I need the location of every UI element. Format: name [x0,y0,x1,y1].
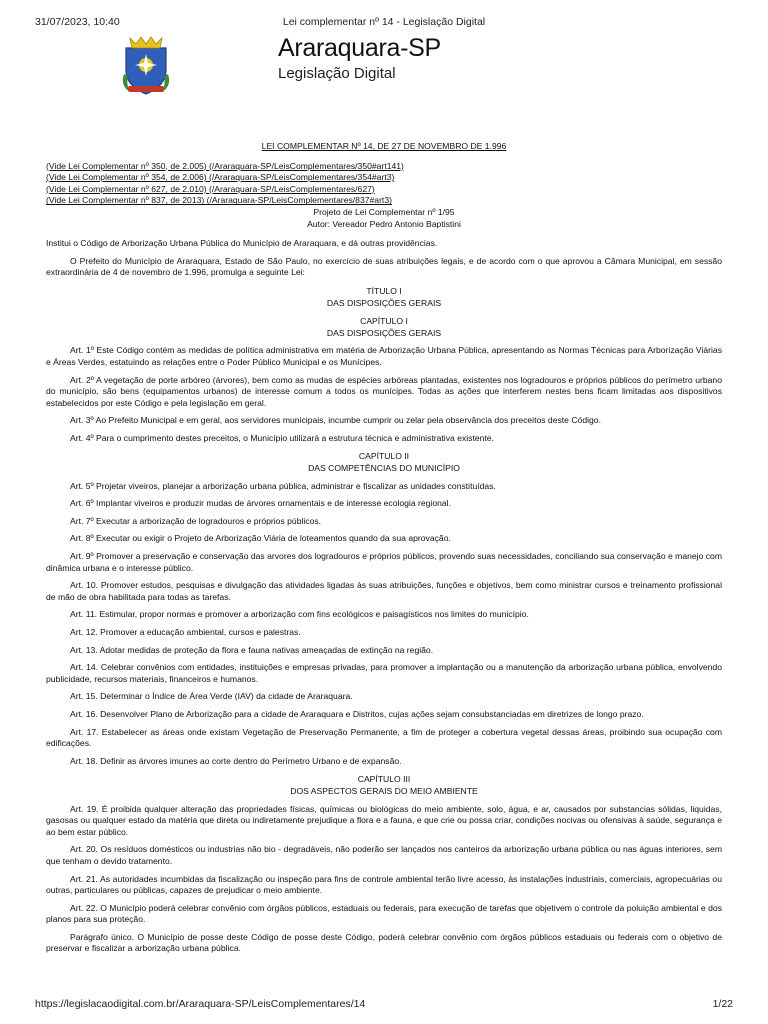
article: Art. 6º Implantar viveiros e produzir mudas de árvores ornamentais e de interesse ecologia regional. [70,498,451,509]
article: Art. 2º A vegetação de porte arbóreo (árvores), bem como as mudas de espécies arbóreas plantadas, existentes nos logradouros e próprios públicos do perímetro urbano do município, são bens (equipamentos urbanos) de interesse comum a todos os munícipes. Todas as ações que interferem nestes bens ficam limitadas aos dispositivos estabelecidos por este Código e pela legislação em geral. [46,374,722,408]
article: Art. 22. O Município poderá celebrar convênio com órgãos públicos, estaduais ou federais, para execução de tarefas que objetivem o controle da poluição ambiental e dos planos para sua proteção. [46,902,722,925]
chapter-heading: CAPÍTULO II [358,451,410,462]
site-header [120,34,680,104]
print-header [35,16,733,30]
project-author: Autor: Vereador Pedro Antonio Baptistini [307,218,461,229]
chapter-heading: CAPÍTULO III [357,774,411,785]
article: Art. 19. É proibida qualquer alteração das propriedades físicas, químicas ou biológicas do meio ambiente, solo, água, e ar, causados por substancias sólidas, liquidas, gasosas ou qualquer estado da matéria que direta ou indiretamente prejudique a flora e a fauna, e que crie ou possa criar, condições nocivas ou ofensivas à saúde, segurança e ao bem estar público. [46,803,722,837]
article: Art. 8º Executar ou exigir o Projeto de Arborização Viária de loteamentos quando da sua aprovação. [70,533,451,544]
law-document [46,141,722,955]
law-title: LEI COMPLEMENTAR Nº 14, DE 27 DE NOVEMBRO DE 1.996 [261,141,507,151]
article: Art. 4º Para o cumprimento destes preceitos, o Município utilizará a estrutura técnica e administrativa existente. [70,432,494,443]
article: Art. 14. Celebrar convênios com entidades, instituições e empresas privadas, para promover a implantação ou a manutenção da arborização urbana pública, envolvendo publicidade, recursos materiais, financeiros e humanos. [46,662,722,684]
reference-link[interactable]: (Vide Lei Complementar nº 354, de 2.006) (/Araraquara-SP/LeisComplementares/354#art3) [46,172,395,183]
article: Art. 13. Adotar medidas de proteção da flora e fauna nativas ameaçadas de extinção na região. [70,644,434,655]
project-number: Projeto de Lei Complementar nº 1/95 [313,206,455,217]
site-subtitle: Legislação Digital [278,65,396,82]
print-footer [35,998,733,1012]
article: Art. 10. Promover estudos, pesquisas e divulgação das atividades ligadas às suas atribuições, funções e objetivos, bem como ministrar cursos e treinamento profissional de mão de obra habilitada para todas as tarefas. [46,580,722,602]
titulo-name: DAS DISPOSIÇÕES GERAIS [326,297,442,308]
article: Art. 15. Determinar o Índice de Área Verde (IAV) da cidade de Araraquara. [70,691,353,702]
coat-of-arms-icon [120,34,172,96]
reference-link[interactable]: (Vide Lei Complementar nº 837, de 2013) (/Araraquara-SP/LeisComplementares/837#art3) [46,195,392,206]
site-title: Araraquara-SP [278,34,441,62]
article: Art. 16. Desenvolver Plano de Arborização para a cidade de Araraquara e Distritos, cujas ações sejam consubstanciadas em diretrizes de longo prazo. [70,708,644,719]
article: Art. 18. Definir as árvores imunes ao corte dentro do Perímetro Urbano e de expansão. [70,755,402,766]
chapter-name: DOS ASPECTOS GERAIS DO MEIO AMBIENTE [290,785,478,796]
reference-link[interactable]: (Vide Lei Complementar nº 627, de 2.010) (/Araraquara-SP/LeisComplementares/627) [46,183,375,194]
ementa: Institui o Código de Arborização Urbana Pública do Município de Araraquara, e dá outras providências. [46,238,438,249]
article: Art. 7º Executar a arborização de logradouros e próprios públicos. [70,515,322,526]
page-url: https://legislacaodigital.com.br/Araraquara-SP/LeisComplementares/14 [35,998,366,1010]
print-page-title: Lei complementar nº 14 - Legislação Digital [282,16,486,28]
print-datetime: 31/07/2023, 10:40 [35,16,120,28]
article: Art. 3º Ao Prefeito Municipal e em geral, aos servidores municipais, incumbe cumprir ou zelar pela observância dos preceitos deste Código. [70,415,601,426]
article: Art. 12. Promover a educação ambiental, cursos e palestras. [70,627,301,637]
chapter-name: DAS DISPOSIÇÕES GERAIS [326,327,442,338]
chapter-name: DAS COMPETÊNCIAS DO MUNICÍPIO [308,463,460,474]
reference-links [46,161,722,207]
paragraph-unico: Parágrafo único. O Município de posse deste Código de posse deste Código, poderá celebrar convênio com órgãos públicos estaduais ou federais com o objetivo de preservar e fiscalizar a arborização urbana pública. [46,931,722,954]
article: Art. 1º Este Código contém as medidas de política administrativa em matéria de Arborização Urbana Pública, apresentando as Normas Técnicas para Arborização Viárias e Áreas Verdes, estatuindo as relações entre o Poder Público Municipal e os Munícipes. [46,345,722,367]
article: Art. 5º Projetar viveiros, planejar a arborização urbana pública, administrar e fiscalizar as unidades constituídas. [70,480,496,491]
article: Art. 20. Os resíduos domésticos ou industrias não bio - degradáveis, não poderão ser lançados nos canteiros da arborização urbana pública ou nas águas interiores, sem que tenham o devido tratamento. [46,844,722,866]
chapter-heading: CAPÍTULO I [360,316,408,327]
reference-link[interactable]: (Vide Lei Complementar nº 350, de 2.005) (/Araraquara-SP/LeisComplementares/350#art141) [46,160,404,171]
article: Art. 9º Promover a preservação e conservação das arvores dos logradouros e próprios públicos, provendo suas necessidades, conciliando sua conservação e manejo com dinâmica urbana e o interesse público. [46,551,722,573]
preamble: O Prefeito do Município de Araraquara, Estado de São Paulo, no exercício de suas atribuições legais, e de acordo com o que aprovou a Câmara Municipal, em sessão extraordinária de 4 de novembro de 1.996, promulga a seguinte Lei: [46,255,722,278]
article: Art. 11. Estimular, propor normas e promover a arborização com fins ecológicos e paisagísticos nos limites do município. [70,609,529,620]
article: Art. 17. Estabelecer as áreas onde existam Vegetação de Preservação Permanente, a fim de proteger a cobertura vegetal dessas áreas, proibindo sua ocupação com edificações. [46,726,722,749]
article: Art. 21. As autoridades incumbidas da fiscalização ou inspeção para fins de controle ambiental terão livre acesso, às instalações industriais, comerciais, agropecuárias ou outras, particulares ou públicas, capazes de prejudicar o meio ambiente. [46,873,722,896]
page-number: 1/22 [712,998,733,1010]
titulo-heading: TÍTULO I [366,285,402,296]
